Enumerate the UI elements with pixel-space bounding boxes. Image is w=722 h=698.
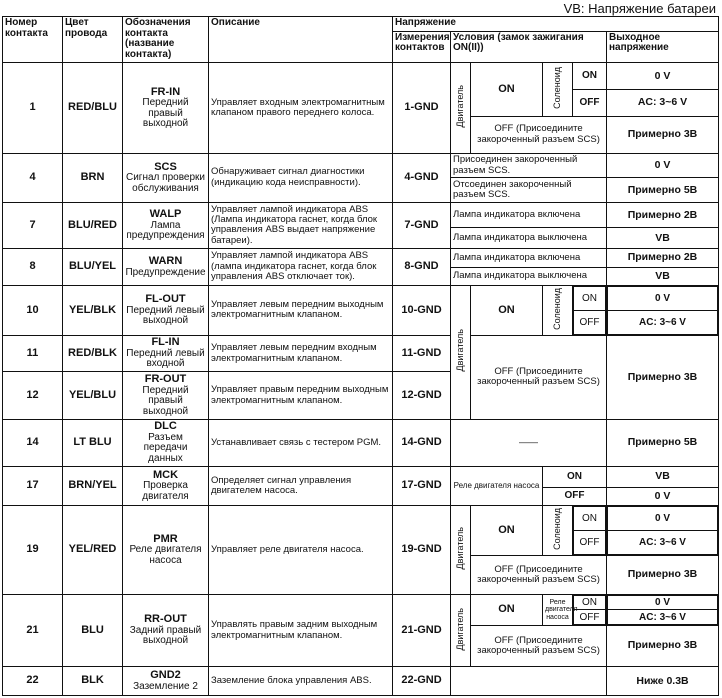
output-voltage: AC: 3~6 V [608,610,718,624]
engine-label: Двигатель [451,286,471,420]
signal-code: FR-OUT [144,373,187,385]
off-label: OFF [574,610,606,624]
measure: 8-GND [393,249,451,286]
signal-label: Задний правый выходной [129,624,202,647]
description: Управляет лампой индикатора ABS (Лампа индикатора гаснет, когда блок управления ABS выдает напряжение батареи). [209,202,393,248]
signal-name [123,595,209,667]
measure: 22-GND [393,667,451,696]
wire-color: LT BLU [63,419,123,466]
on-label: ON [471,63,543,117]
on-label: ON [543,467,607,488]
wire-color: BLU [63,595,123,667]
pin-number: 10 [3,286,63,336]
wire-color: YEL/RED [63,506,123,595]
output-voltage: Примерно 3В [607,116,719,153]
signal-name [123,467,209,506]
signal-name [123,335,209,372]
output-voltage: 0 V [607,153,719,178]
description: Устанавливает связь с тестером PGM. [209,419,393,466]
signal-name [123,506,209,595]
signal-label: Лампа предупреждения [126,219,205,242]
header-voltage: Напряжение [393,17,719,32]
condition: Лампа индикатора выключена [451,228,607,249]
pin-number: 17 [3,467,63,506]
signal-name [123,372,209,419]
table-row [3,153,719,178]
signal-name [123,286,209,336]
solenoid-label: Соленоид [543,506,573,556]
measure: 4-GND [393,153,451,202]
output-voltage: Примерно 2В [607,249,719,268]
description: Управляет правым передним выходным электромагнитным клапаном. [209,372,393,419]
on-label: ON [471,506,543,556]
signal-label: Передний правый выходной [142,384,189,417]
output-voltage: 0 V [607,487,719,506]
output-voltage: Примерно 5В [607,419,719,466]
motor-relay-label: Реле двигателя насоса [543,595,573,626]
off-label: OFF [543,487,607,506]
on-label: ON [574,287,606,311]
output-voltage: Примерно 3В [607,625,719,666]
table-row [3,202,719,227]
table-row [3,595,719,626]
signal-name [123,419,209,466]
output-voltage: Примерно 5В [607,178,719,203]
off-condition: OFF (Присоедините закороченный разъем SCS) [471,625,607,666]
pin-number: 4 [3,153,63,202]
table-row [3,467,719,488]
pin-number: 19 [3,506,63,595]
table-row [3,667,719,696]
measure: 19-GND [393,506,451,595]
pinout-table [2,16,719,696]
output-voltage: 0 V [608,507,718,531]
wire-color: BLU/YEL [63,249,123,286]
header-signal: Обозначения контакта (название контакта) [123,17,209,63]
on-off-cell [573,286,607,336]
condition: Лампа индикатора включена [451,202,607,227]
signal-code: RR-OUT [144,613,187,626]
wire-color: BRN/YEL [63,467,123,506]
table-row [3,286,719,336]
measure: 7-GND [393,202,451,248]
description: Определяет сигнал управления двигателем насоса. [209,467,393,506]
signal-label: Реле двигателя насоса [129,544,202,566]
engine-label: Двигатель [451,506,471,595]
pin-number: 1 [3,63,63,154]
signal-code: SCS [154,160,177,173]
description: Управляет лампой индикатора ABS (лампа индикатора гаснет, когда блок управления ABS отключает ток). [209,249,393,286]
signal-code: WARN [148,254,183,267]
wire-color: RED/BLU [63,63,123,154]
table-row [3,506,719,556]
signal-name [123,63,209,154]
pin-number: 12 [3,372,63,419]
output-voltage [607,286,719,336]
output-voltage: Примерно 3В [607,555,719,594]
header-wire: Цвет провода [63,17,123,63]
output-voltage: AC: 3~6 V [608,531,718,555]
description: Управляет левым передним выходным электромагнитным клапаном. [209,286,393,336]
signal-code: MCK [152,468,179,481]
signal-label: Передний левый выходной [126,304,205,327]
empty-condition [451,667,607,696]
output-voltage: Ниже 0.3В [607,667,719,696]
signal-name [123,202,209,248]
signal-code: GND2 [150,668,181,681]
signal-name [123,153,209,202]
output-voltage: 0 V [608,287,718,311]
measure: 1-GND [393,63,451,154]
condition: Лампа индикатора включена [451,249,607,268]
measure: 10-GND [393,286,451,336]
description: Управлять правым задним выходным электромагнитным клапаном. [209,595,393,667]
off-label: OFF [574,310,606,334]
output-voltage [607,595,719,626]
header-conditions: Условия (замок зажигания ON(II)) [451,31,607,63]
off-label: OFF [573,90,607,117]
off-label: OFF [574,531,606,555]
measure: 14-GND [393,419,451,466]
engine-label: Двигатель [451,595,471,667]
solenoid-label: Соленоид [543,286,573,336]
signal-label: Предупреждение [125,266,206,278]
header-description: Описание [209,17,393,63]
signal-code: FR-IN [150,85,181,98]
signal-label: Передний правый выходной [142,97,189,130]
table-row [3,419,719,466]
battery-voltage-note: VB: Напряжение батареи [563,1,716,16]
condition: Присоединен закороченный разъем SCS. [451,153,607,178]
measure: 11-GND [393,335,451,372]
output-voltage: AC: 3~6 V [607,90,719,117]
measure: 17-GND [393,467,451,506]
wire-color: RED/BLK [63,335,123,372]
on-label: ON [471,595,543,626]
condition-none: —— [451,419,607,466]
signal-label: Передний левый входной [126,347,205,370]
description: Управляет левым передним входным электромагнитным клапаном. [209,335,393,372]
pin-number: 21 [3,595,63,667]
pin-number: 8 [3,249,63,286]
signal-code: PMR [153,532,178,545]
header-output: Выходное напряжение [607,31,719,63]
output-voltage: Примерно 2В [607,202,719,227]
pin-number: 11 [3,335,63,372]
signal-label: Заземление 2 [133,680,198,692]
output-voltage: VB [607,467,719,488]
description: Обнаруживает сигнал диагностики (индикацию кода неисправности). [209,153,393,202]
pin-number: 7 [3,202,63,248]
header-measure: Измерения контактов [393,31,451,63]
header-pin: Номер контакта [3,17,63,63]
output-voltage [607,506,719,556]
signal-name [123,249,209,286]
wire-color: BRN [63,153,123,202]
pin-number: 14 [3,419,63,466]
on-label: ON [471,286,543,336]
output-voltage: VB [607,267,719,286]
signal-name [123,667,209,696]
off-condition: OFF (Присоедините закороченный разъем SCS) [471,116,607,153]
wire-color: BLK [63,667,123,696]
output-voltage: Примерно 3В [607,335,719,419]
signal-label: Проверка двигателя [142,480,189,502]
off-condition: OFF (Присоедините закороченный разъем SCS) [471,555,607,594]
description: Заземление блока управления ABS. [209,667,393,696]
output-voltage: VB [607,228,719,249]
wire-color: BLU/RED [63,202,123,248]
wire-color: YEL/BLU [63,372,123,419]
engine-label: Двигатель [451,63,471,154]
signal-code: WALP [149,208,182,221]
description: Управляет реле двигателя насоса. [209,506,393,595]
measure: 21-GND [393,595,451,667]
signal-code: DLC [154,420,177,433]
on-label: ON [574,507,606,531]
output-voltage: AC: 3~6 V [608,310,718,334]
solenoid-label: Соленоид [543,63,573,117]
output-voltage: 0 V [608,596,718,610]
signal-label: Разъем передачи данных [143,431,188,464]
signal-code: FL-IN [151,336,180,349]
measure: 12-GND [393,372,451,419]
on-off-cell [573,506,607,556]
condition: Отсоединен закороченный разъем SCS. [451,178,607,203]
on-label: ON [573,63,607,90]
signal-label: Сигнал проверки обслуживания [126,172,205,194]
pin-number: 22 [3,667,63,696]
off-condition: OFF (Присоедините закороченный разъем SCS) [471,335,607,419]
table-row [3,63,719,90]
output-voltage: 0 V [607,63,719,90]
table-row [3,335,719,372]
table-row [3,249,719,268]
condition: Лампа индикатора выключена [451,267,607,286]
signal-code: FL-OUT [145,293,186,306]
on-label: ON [574,596,606,610]
description: Управляет входным электромагнитным клапаном правого переднего колоса. [209,63,393,154]
wire-color: YEL/BLK [63,286,123,336]
motor-relay-label: Реле двигателя насоса [451,467,543,506]
